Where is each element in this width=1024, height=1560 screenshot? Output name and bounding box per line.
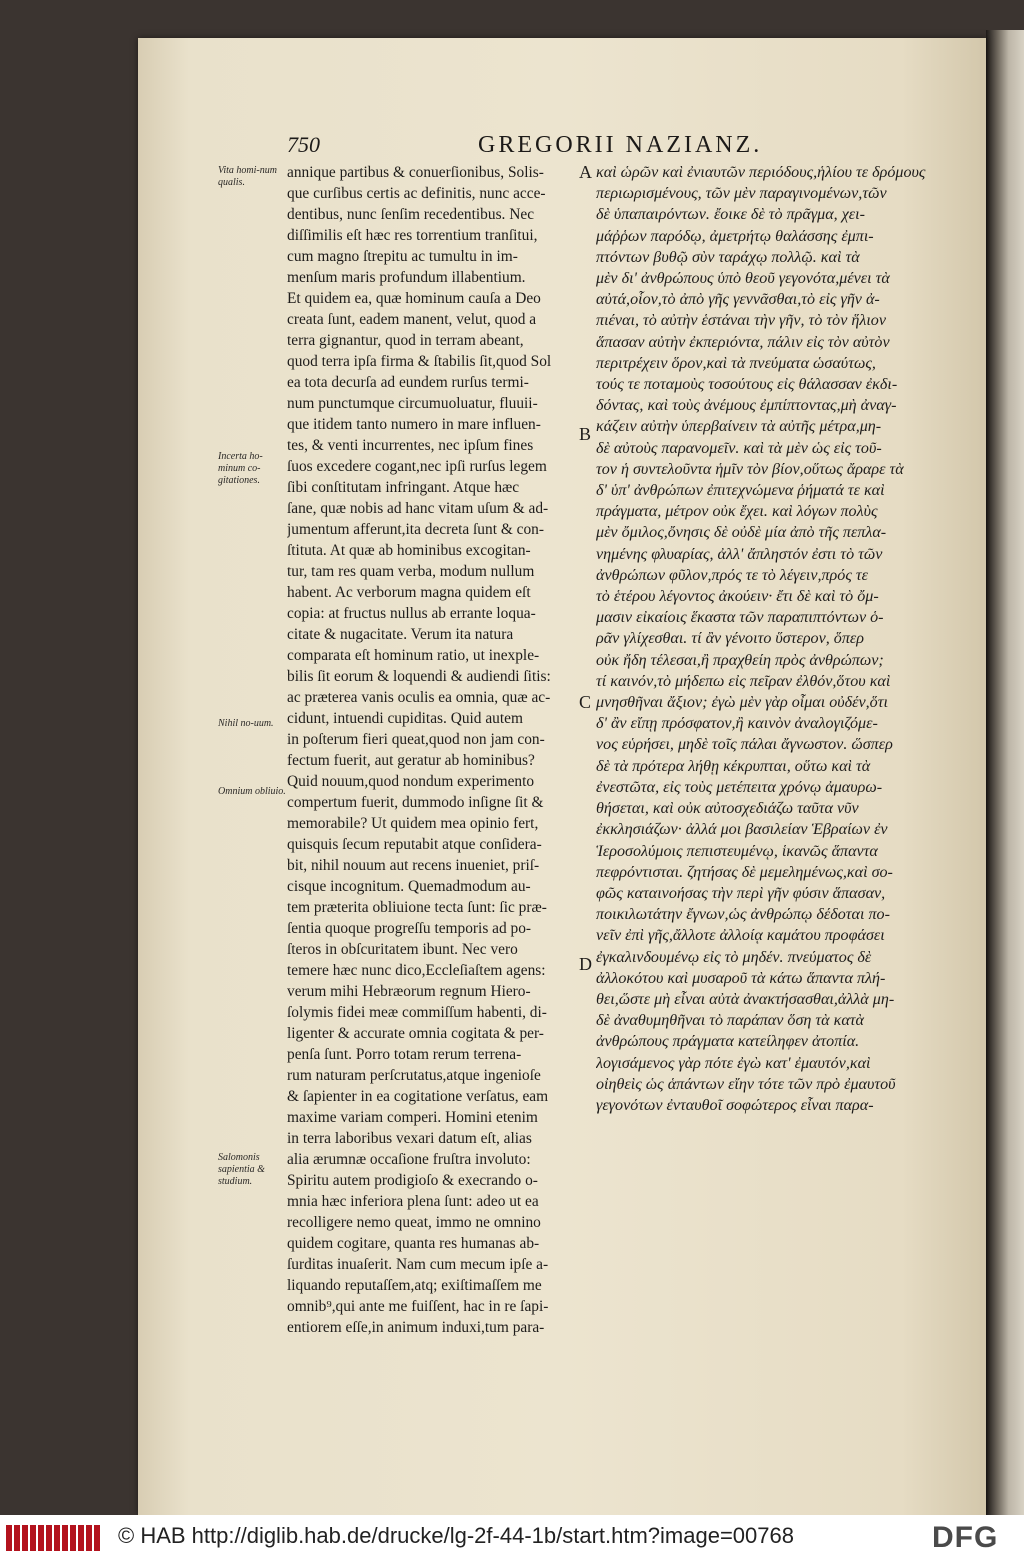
latin-text-line: ſtituta. At quæ ab hominibus excogitan- — [287, 542, 531, 559]
latin-text-line: fectum fuerit, aut geratur ab hominibus? — [287, 752, 535, 769]
greek-text-line: μάῤῥων παρόδῳ, ἀμετρήτῳ θαλάσσης ἐμπι- — [596, 227, 874, 245]
section-letter-c: C — [579, 692, 592, 712]
greek-text-line: φῶς καταινοήσας τὴν περὶ γῆν φύσιν ἅπασαν, — [596, 884, 886, 902]
section-letter-b: B — [579, 424, 592, 444]
greek-text-line: οὐκ ἤδη τέλεσαι,ἢ πραχθείη πρὸς ἀνθρώπων; — [596, 651, 884, 669]
latin-text-line: terra gignantur, quod in terram abeant, — [287, 332, 524, 349]
greek-column — [596, 162, 962, 1116]
greek-text-line: νημένης φλυαρίας, ἀλλ' ἄπληστόν ἐστι τὸ τῶν — [596, 545, 883, 563]
margin-note: Omnium obliuio. — [218, 786, 286, 797]
latin-text-line: in terra laboribus vexari datum eſt, alias — [287, 1130, 532, 1147]
greek-text-line: περιτρέχειν ὅρον,καὶ τὰ πνεύματα ὡσαύτως, — [596, 354, 876, 372]
latin-text-line: omnib⁹,qui ante me fuiſſent, hac in re ſapi- — [287, 1298, 549, 1315]
greek-text-line: τον ἡ συντελοῦντα ἡμῖν τὸν βίον,οὕτως ἄραρε τὰ — [596, 460, 904, 478]
greek-text-line: τούς τε ποταμοὺς τοσούτους εἰς θάλασσαν ἐκδι- — [596, 376, 898, 394]
latin-text-line: cisque incognitum. Quemadmodum au- — [287, 878, 531, 895]
latin-text-line: verum mihi Hebræorum regnum Hiero- — [287, 983, 531, 1000]
latin-text-line: ſentia quoque progreſſu temporis ad po- — [287, 920, 532, 937]
greek-text-line: περιωρισμένους, τῶν μὲν παραγινομένων,τῶν — [596, 185, 887, 203]
latin-text-line: cum magno ſtrepitu ac tumultu in im- — [287, 248, 518, 265]
latin-text-line: copia: at fructus nullus ab errante loqua- — [287, 605, 536, 622]
latin-text-line: mnia hæc inferiora plena ſunt: adeo ut ea — [287, 1193, 539, 1210]
greek-text-line: αὐτά,οἷον,τὸ ἀπὸ γῆς γεννᾶσθαι,τὸ εἰς γῆν ἀ- — [596, 291, 880, 309]
page-number: 750 — [287, 132, 320, 157]
latin-text-line: dentibus, nunc ſenſim recedentibus. Nec — [287, 206, 535, 223]
next-page-edge — [986, 30, 1024, 1515]
latin-text-line: tem præterita obliuione tecta ſunt: ſic præ- — [287, 899, 547, 916]
greek-text-line: ἀνθρώπων φῦλον,πρός τε τὸ λέγειν,πρός τε — [596, 566, 868, 584]
margin-note: Incerta ho-minum co-gitationes. — [218, 451, 263, 486]
latin-text-line: ſurditas inuaſerit. Nam cum mecum ipſe a- — [287, 1256, 549, 1273]
dfg-logo: DFG — [932, 1521, 999, 1554]
latin-text-line: jumentum afferunt,ita decreta ſunt & con- — [287, 521, 544, 538]
latin-text-line: maxime variam comperi. Homini etenim — [287, 1109, 538, 1126]
latin-text-line: memorabile? Ut quidem mea opinio fert, — [287, 815, 539, 832]
greek-text-line: ἀνθρώπους πράγματα κατείληφεν ἀτοπία. — [596, 1033, 860, 1051]
greek-text-line: δ' ὑπ' ἀνθρώπων ἐπιτεχνώμενα ῥήματά τε καὶ — [596, 482, 885, 500]
greek-text-line: δὲ ἀναθυμηθῆναι τὸ παράπαν ὅση τὰ κατὰ — [596, 1012, 865, 1030]
greek-text-line: δόντας, καὶ τοὺς ἀνέμους ἐμπίπτοντας,μὴ ἀναγ- — [596, 397, 897, 415]
greek-text-line: θήσεται, καὶ οὐκ αὐτοσχεδιάζω ταῦτα νῦν — [596, 800, 859, 818]
latin-text-line: ea tota decurſa ad eundem rurſus termi- — [287, 374, 529, 391]
latin-text-line: quisquis ſecum reputabit atque conſidera- — [287, 836, 542, 853]
greek-text-line: πτόντων βυθῷ σὺν ταράχῳ πολλῷ. καὶ τὰ — [596, 248, 860, 266]
latin-text-line: quidem cogitare, quanta res humanas ab- — [287, 1235, 540, 1252]
greek-text-line: τὸ ἑτέρου λέγοντος ἀκούειν· ἔτι δὲ καὶ τὸ ὄμ- — [596, 588, 879, 606]
greek-text-line: νος εὑρήσει, μηδὲ τοῖς πάλαι ἄγνωστον. ὥσπερ — [596, 736, 893, 754]
greek-text-line: ποικιλωτάτην ἔγνων,ὡς ἀνθρώπῳ δέδοται πο- — [596, 906, 890, 924]
latin-text-line: ſolymis fidei meæ commiſſum habenti, di- — [287, 1004, 547, 1021]
greek-text-line: ἐγκαλινδουμένῳ εἰς τὸ μηδέν. πνεύματος δὲ — [596, 948, 872, 966]
running-title: GREGORII NAZIANZ. — [478, 132, 763, 158]
latin-text-line: Spiritu autem prodigioſo & execrando o- — [287, 1172, 538, 1189]
latin-text-line: quod terra ipſa firma & ſtabilis ſit,quod Sol — [287, 353, 552, 370]
latin-text-line: ſuos excedere cogant,nec ipſi rurſus legem — [287, 458, 547, 475]
greek-text-line: οἰηθεὶς ὡς ἁπάντων εἴην τότε τῶν πρὸ ἐμαυτοῦ — [596, 1075, 896, 1093]
greek-text-line: λογισάμενος γὰρ πότε ἐγὼ κατ' ἐμαυτόν,καὶ — [596, 1054, 871, 1072]
greek-text-line: πράγματα, μέτρον οὐκ ἔχει. καὶ λόγων πολὺς — [596, 503, 878, 521]
greek-text-line: δὲ αὐτοὺς παρανομεῖν. καὶ τὰ μὲν ὡς εἰς τοῦ- — [596, 439, 882, 457]
section-letter-d: D — [579, 954, 592, 974]
latin-text-line: & ſapienter in ea cogitatione verſatus, eam — [287, 1088, 549, 1105]
latin-text-line: entiorem eſſe,in animum induxi,tum para- — [287, 1319, 545, 1336]
greek-text-line: ἐνεστῶτα, εἰς τοὺς μετέπειτα χρόνῳ ἀμαυρω- — [596, 778, 883, 796]
greek-text-line: καὶ ὡρῶν καὶ ἐνιαυτῶν περιόδους,ἡλίου τε δρόμους — [596, 164, 926, 181]
greek-text-line: ἀλλοκότου καὶ μυσαροῦ τὰ κάτω ἅπαντα πλή- — [596, 969, 886, 987]
latin-text-line: ſteros in obſcuritatem ibunt. Nec vero — [287, 941, 518, 958]
latin-text-line: recolligere nemo queat, immo ne omnino — [287, 1214, 541, 1231]
latin-text-line: Et quidem ea, quæ hominum cauſa a Deo — [287, 290, 541, 307]
greek-text-line: πεφρόντισται. ζητήσας δὲ μεμελημένως,καὶ σο- — [596, 863, 893, 881]
latin-text-line: ſibi conſtitutam infringant. Atque hæc — [287, 479, 520, 496]
latin-text-line: tes, & venti incurrentes, nec ipſum fines — [287, 437, 534, 454]
greek-text-line: γεγονότων ἐνταυθοῖ σοφώτερος εἶναι παρα- — [596, 1096, 874, 1114]
latin-text-line: compertum fuerit, dummodo inſigne ſit & — [287, 794, 544, 811]
latin-column — [287, 162, 579, 1338]
latin-text-line: menſum maris profundum illabentium. — [287, 269, 526, 286]
greek-text-line: τί καινόν,τὸ μήδεπω εἰς πεῖραν ἐλθόν,ὅτου καὶ — [596, 672, 891, 690]
latin-text-line: cidunt, intuendi cupiditas. Quid autem — [287, 710, 523, 727]
greek-text-line: μασιν εἰκαίοις ἕκαστα τῶν παραπιπτόντων ὁ- — [596, 609, 884, 627]
greek-text-line: Ἱεροσολύμοις πεπιστευμένῳ, ἱκανῶς ἅπαντα — [596, 842, 878, 860]
greek-text-line: μὲν ὄμιλος,ὄνησις δὲ οὐδὲ μία ἀπὸ τῆς πεπλα- — [596, 524, 887, 542]
greek-text-line: δὲ τὰ πρότερα λήθῃ κέκρυπται, οὕτω καὶ τὰ — [596, 757, 871, 775]
margin-note: Salomonis sapientia & studium. — [218, 1152, 265, 1187]
latin-text-line: num punctumque circumuoluatur, fluuii- — [287, 395, 538, 412]
latin-text-line: creata ſunt, eadem manent, velut, quod a — [287, 311, 537, 328]
greek-text-line: μνησθῆναι ἄξιον; ἐγὼ μὲν γὰρ οἶμαι οὐδέν,ὅτι — [596, 694, 888, 712]
greek-text-line: δὲ ὑπαπαιρόντων. ἔοικε δὲ τὸ πρᾶγμα, χει- — [596, 206, 865, 224]
latin-text-line: bilis ſit eorum & loquendi & audiendi ſitis: — [287, 668, 551, 685]
latin-text-line: tur, tam res quam verba, modum nullum — [287, 563, 535, 580]
latin-text-line: liquando reputaſſem,atq; exiſtimaſſem me — [287, 1277, 542, 1294]
margin-note: Vita homi-num qualis. — [218, 165, 277, 188]
latin-text-line: penſa ſunt. Porro totam rerum terrena- — [287, 1046, 522, 1063]
latin-text-line: bit, nihil nouum aut recens inueniet, priſ- — [287, 857, 540, 874]
latin-text-line: in poſterum fieri queat,quod non jam con- — [287, 731, 545, 748]
latin-text-line: annique partibus & conuerſionibus, Solis- — [287, 164, 544, 181]
latin-text-line: temere hæc nunc dico,Eccleſiaſtem agens: — [287, 962, 546, 979]
greek-text-line: ἐκκλησιάζων· ἀλλά μοι βασιλείαν Ἑβραίων ἐν — [596, 821, 888, 839]
latin-text-line: citate & nugacitate. Verum ita natura — [287, 626, 514, 643]
greek-text-line: δ' ἂν εἴπῃ πρόσφατον,ἢ καινὸν ἀναλογιζόμε- — [596, 715, 878, 733]
greek-text-line: πιέναι, τὸ αὐτὴν ἑστάναι τὴν γῆν, τὸ τὸν ἥλιον — [596, 312, 886, 330]
greek-text-line: ἅπασαν αὐτὴν ἐκπεριόντα, πάλιν εἰς τὸν αὐτὸν — [596, 333, 890, 351]
greek-text-line: κάζειν αὐτὴν ὑπερβαίνειν τὰ αὐτῆς μέτρα,μη- — [596, 418, 882, 436]
latin-text-line: habent. Ac verborum magna quidem eſt — [287, 584, 531, 601]
footer-bar — [0, 1515, 1024, 1560]
latin-text-line: diſſimilis eſt hæc res torrentium tranſitui, — [287, 227, 538, 244]
latin-text-line: rum naturam perſcrutatus,atque ingenioſe — [287, 1067, 541, 1084]
hab-logo-icon — [6, 1525, 110, 1551]
latin-text-line: alia ærumnæ occaſione fruſtra involuto: — [287, 1151, 531, 1168]
section-letter-a: A — [579, 162, 592, 182]
greek-text-line: ρᾶν γλίχεσθαι. τί ἂν γένοιτο ὕστερον, ὅπερ — [596, 630, 864, 648]
latin-text-line: Quid nouum,quod nondum experimento — [287, 773, 535, 790]
greek-text-line: νεῖν ἐπὶ γῆς,ἄλλοτε ἀλλοίᾳ καμάτου προφάσει — [596, 927, 885, 945]
latin-text-line: que curſibus certis ac definitis, nunc acce- — [287, 185, 546, 202]
margin-note: Nihil no-uum. — [218, 718, 274, 729]
latin-text-line: que itidem tanto numero in mare influen- — [287, 416, 541, 433]
latin-text-line: comparata eſt hominum ratio, ut inexple- — [287, 647, 540, 664]
latin-text-line: ſane, quæ nobis ad hanc vitam uſum & ad- — [287, 500, 549, 517]
latin-text-line: ac præterea vanis oculis ea omnia, quæ ac- — [287, 689, 551, 706]
greek-text-line: μὲν δι' ἀνθρώπους ὑπὸ θεοῦ γεγονότα,μένει τὰ — [596, 270, 890, 288]
greek-text-line: θει,ὥστε μὴ εἶναι αὐτὰ ἀνακτήσασθαι,ἀλλὰ μη- — [596, 990, 895, 1008]
source-url[interactable]: © HAB http://diglib.hab.de/drucke/lg-2f-44-1b/start.htm?image=00768 — [118, 1523, 794, 1548]
latin-text-line: ligenter & accurate omnia cogitata & per- — [287, 1025, 544, 1042]
